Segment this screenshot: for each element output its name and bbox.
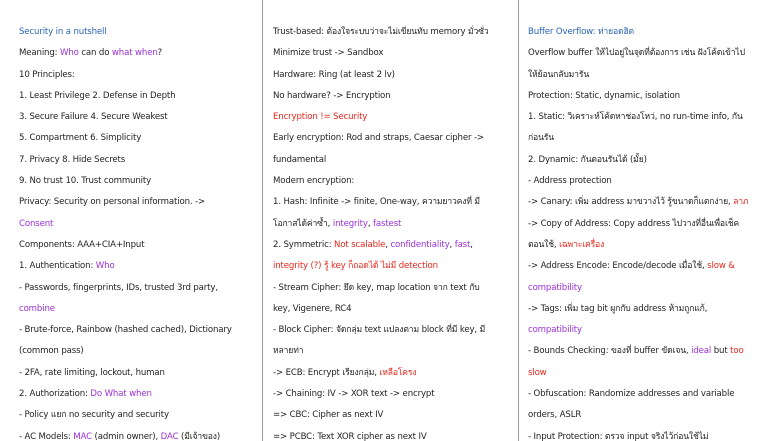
text-line [19, 86, 254, 107]
text-segment: MAC [73, 431, 92, 441]
text-line [273, 107, 510, 128]
text-line [273, 22, 510, 43]
text-segment: - Obfuscation: Randomize addresses and variable [528, 389, 735, 400]
text-line [273, 320, 510, 341]
text-segment: orders, ASLR [528, 410, 582, 421]
text-segment: Modern encryption: [273, 176, 355, 187]
text-line [273, 128, 510, 149]
text-line [19, 405, 254, 426]
text-segment: หลายท่า [273, 346, 304, 357]
text-line [19, 320, 254, 341]
text-line [528, 22, 776, 43]
text-segment: 1. Authentication: [19, 261, 96, 272]
text-segment: Who [59, 48, 79, 59]
text-segment: - Passwords, fingerprints, IDs, trusted 3rd party, [19, 282, 218, 293]
text-segment: but [711, 346, 731, 357]
text-segment: integrity (?) รู้ key ก็ถอดได้ ไม่มี detection [273, 261, 438, 272]
text-line [19, 150, 254, 171]
text-line [19, 278, 254, 299]
text-line [19, 171, 254, 192]
text-segment: Buffer Overflow: ท่ายอดฮิต [528, 27, 634, 37]
text-line [528, 235, 776, 256]
text-line [528, 107, 776, 128]
text-line [273, 171, 510, 192]
text-segment: -> Copy of Address: Copy address ไปวางที่อื่นเพื่อเช็ค [528, 218, 740, 229]
text-line [19, 22, 254, 43]
text-segment: Overflow buffer ให้ไปอยู่ในจุดที่ต้องการ เช่น ฝังโค้ดเข้าไป [528, 48, 745, 59]
text-line [273, 65, 510, 86]
text-segment: , [367, 218, 374, 229]
text-segment: (มีเจ้าของ) [178, 431, 221, 441]
text-segment: - Policy แยก no security and security [19, 410, 169, 421]
text-segment: - Brute-force, Rainbow (hashed cached), Dictionary [19, 325, 232, 336]
text-line [19, 363, 254, 384]
text-line [19, 299, 254, 320]
text-line [273, 256, 510, 277]
text-line [528, 256, 776, 277]
text-segment: Components: AAA+CIA+Input [19, 239, 145, 250]
text-segment: -> Canary: เพิ่ม address มาขวางไว้ รู้ขนาดก็แตกง่าย, [528, 197, 734, 208]
text-segment: what [111, 48, 133, 59]
text-segment: (admin owner), [91, 431, 161, 441]
text-line [19, 192, 254, 213]
text-segment: เฉพาะเครื่อง [559, 239, 605, 250]
text-segment: Protection: Static, dynamic, isolation [528, 90, 680, 101]
text-line [19, 214, 254, 235]
text-segment: Not scalable [334, 239, 386, 250]
text-segment: Early encryption: Rod and straps, Caesar cipher -> [273, 133, 484, 144]
text-line [528, 171, 776, 192]
text-line [528, 363, 776, 384]
text-segment: ตอนใช้, [528, 239, 560, 250]
text-segment: can do [78, 48, 112, 59]
text-line [19, 235, 254, 256]
text-segment: 10 Principles: [19, 69, 75, 80]
text-line [19, 65, 254, 86]
text-line [273, 214, 510, 235]
column-1 [0, 0, 262, 441]
text-segment: - Address protection [528, 176, 612, 187]
text-segment: fundamental [273, 154, 327, 165]
text-segment: Privacy: Security on personal information. -> [19, 197, 206, 208]
text-segment: fastest [373, 218, 402, 229]
text-segment: ลาภ [733, 197, 749, 208]
text-segment: , [470, 239, 473, 250]
column-2 [262, 0, 518, 441]
text-line [273, 299, 510, 320]
text-segment: 5. Compartment 6. Simplicity [19, 133, 142, 144]
text-line [273, 235, 510, 256]
text-segment: Minimize trust -> Sandbox [273, 48, 384, 59]
text-segment: 1. Hash: Infinite -> finite, One-way, ความยาวคงที่ มี [273, 197, 480, 208]
text-segment: 2. Symmetric: [273, 239, 335, 250]
text-segment: compatibility [528, 282, 582, 293]
text-line [528, 320, 776, 341]
text-segment: - Bounds Checking: ของที่ buffer ขัดเจน, [528, 346, 692, 357]
text-segment: Consent [19, 218, 54, 229]
text-line [19, 384, 254, 405]
text-line [528, 128, 776, 149]
text-line [19, 341, 254, 362]
text-line [528, 86, 776, 107]
text-segment: Encryption != Security [273, 112, 368, 123]
column-3 [518, 0, 784, 441]
text-line [528, 299, 776, 320]
text-segment: -> ECB: Encrypt เรียงกลุ่ม, [273, 367, 380, 378]
text-segment: Trust-based: ต้องใจระบบว่าจะไม่เขียนทับ memory มั่วซั่ว [273, 27, 489, 37]
text-segment: โอกาสได้ค่าซ้ำ, [273, 218, 333, 229]
text-segment: 3. Secure Failure 4. Secure Weakest [19, 112, 168, 123]
text-segment: - Block Cipher: จัดกลุ่ม text แปลงตาม block ที่มี key, มี [273, 325, 486, 336]
text-segment: => PCBC: Text XOR cipher as next IV [273, 431, 427, 441]
text-line [273, 363, 510, 384]
text-line [273, 86, 510, 107]
text-segment: slow & [707, 261, 735, 272]
text-segment: ให้ย้อนกลับมารัน [528, 69, 590, 80]
text-line [528, 405, 776, 426]
text-segment: => CBC: Cipher as next IV [273, 410, 384, 421]
text-segment: ideal [691, 346, 712, 357]
text-segment: Meaning: [19, 48, 60, 59]
text-segment: ? [157, 48, 163, 59]
text-segment: when [135, 48, 158, 59]
text-line [273, 43, 510, 64]
text-segment: -> Chaining: IV -> XOR text -> encrypt [273, 389, 435, 400]
text-line [528, 341, 776, 362]
text-line [528, 214, 776, 235]
text-line [528, 192, 776, 213]
text-segment: fast [454, 239, 471, 250]
text-line [528, 150, 776, 171]
text-line [19, 107, 254, 128]
text-segment: Hardware: Ring (at least 2 lv) [273, 69, 395, 80]
text-line [273, 341, 510, 362]
text-line [273, 427, 510, 441]
text-segment: combine [19, 303, 55, 314]
text-segment: integrity [332, 218, 368, 229]
text-line [19, 43, 254, 64]
text-line [19, 427, 254, 441]
text-line [528, 65, 776, 86]
text-line [19, 256, 254, 277]
text-line [528, 384, 776, 405]
text-segment: (common pass) [19, 346, 84, 357]
text-segment: 2. Dynamic: กันตอนรันได้ (มั้ย) [528, 154, 647, 165]
text-segment: 1. Least Privilege 2. Defense in Depth [19, 90, 176, 101]
text-segment: DAC [160, 431, 179, 441]
text-segment: Who [95, 261, 115, 272]
text-segment: 7. Privacy 8. Hide Secrets [19, 154, 126, 165]
text-segment: - 2FA, rate limiting, lockout, human [19, 367, 165, 378]
text-segment: compatibility [528, 325, 582, 336]
text-line [273, 150, 510, 171]
text-segment: , [385, 239, 391, 250]
text-segment: -> Tags: เพิ่ม tag bit ผูกกับ address ห้ามถูกแก้, [528, 303, 708, 314]
text-segment: , [449, 239, 455, 250]
text-segment: 2. Authorization: [19, 389, 91, 400]
text-segment: - AC Models: [19, 431, 74, 441]
text-segment: - Stream Cipher: ยึด key, map location จาก text กับ [273, 282, 480, 293]
text-segment: -> Address Encode: Encode/decode เมื่อใช้, [528, 261, 708, 272]
text-segment: 1. Static: วิเคราะห์โค้ดหาช่องโหว่, no run-time info, กัน [528, 112, 743, 123]
text-line [273, 405, 510, 426]
text-line [19, 128, 254, 149]
text-line [273, 192, 510, 213]
text-segment: Do What when [90, 389, 152, 400]
text-segment: - Input Protection: ตรวจ input จริงไว้ก่อนใช้ไม่ [528, 431, 709, 441]
text-segment: 9. No trust 10. Trust community [19, 176, 152, 187]
text-line [273, 278, 510, 299]
text-line [273, 384, 510, 405]
text-segment: confidentiality [390, 239, 450, 250]
text-segment: slow [528, 367, 547, 378]
text-segment: เหลือโครง [379, 367, 417, 378]
text-line [528, 278, 776, 299]
text-line [528, 43, 776, 64]
text-segment: ก่อนรัน [528, 133, 554, 144]
text-line [528, 427, 776, 441]
text-segment: too [730, 346, 744, 357]
text-segment: No hardware? -> Encryption [273, 90, 391, 101]
text-segment: Security in a nutshell [19, 27, 107, 37]
text-segment: key, Vigenere, RC4 [273, 303, 352, 314]
